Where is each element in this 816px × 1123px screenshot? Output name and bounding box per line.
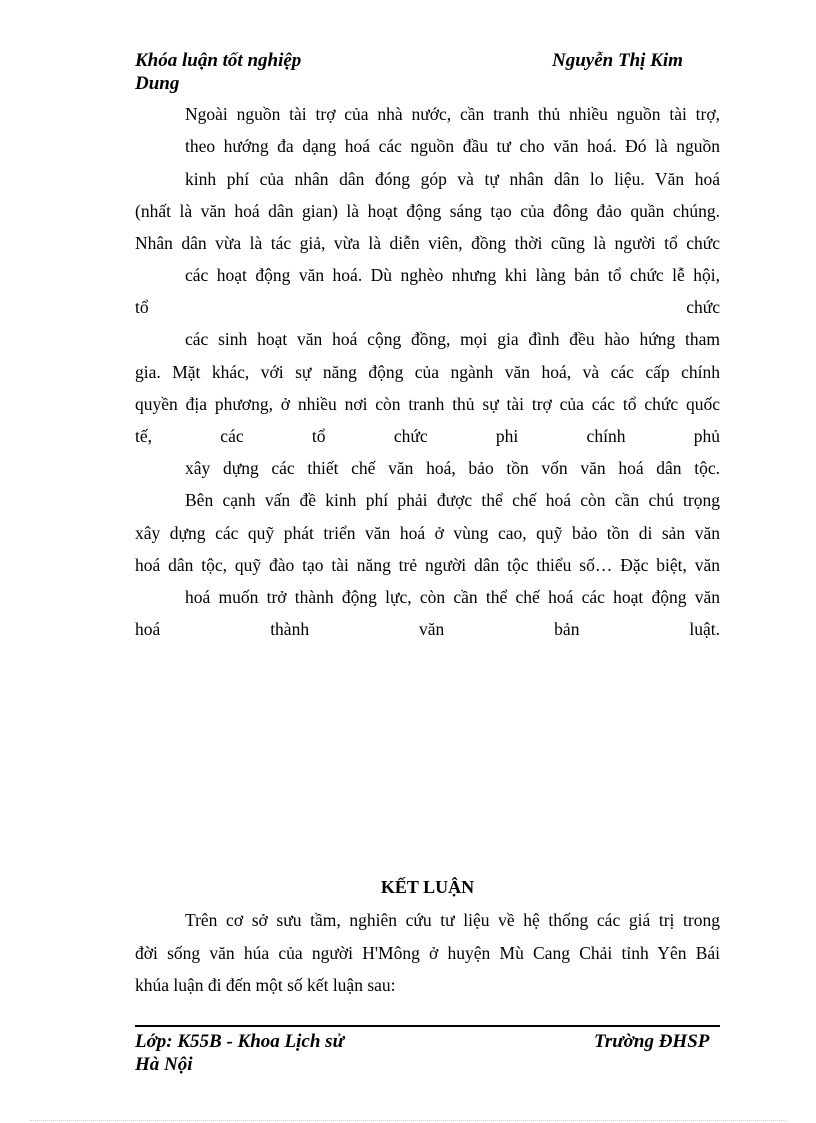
footer-class: Lớp: K55B - Khoa Lịch sử [135, 1031, 344, 1052]
body-line: tế, các tổ chức phi chính phủ [135, 426, 720, 446]
body-line: (nhất là văn hoá dân gian) là hoạt động sáng tạo của đông đảo quần chúng. [135, 201, 720, 221]
body-line: hoá dân tộc, quỹ đào tạo tài năng trẻ người dân tộc thiểu số… Đặc biệt, văn [135, 555, 720, 575]
body-line: các sinh hoạt văn hoá cộng đồng, mọi gia đình đều hào hứng tham [185, 329, 720, 349]
section-heading: KẾT LUẬN [380, 877, 475, 897]
body-line: các hoạt động văn hoá. Dù nghèo nhưng khi làng bản tổ chức lễ hội, [185, 265, 720, 285]
conclusion-line: đời sống văn húa của người H'Mông ở huyện Mù Cang Chải tỉnh Yên Bái [135, 943, 720, 963]
body-line: hoá muốn trở thành động lực, còn cần thể chế hoá các hoạt động văn [185, 587, 720, 607]
body-line: Nhân dân vừa là tác giả, vừa là diễn viên, đồng thời cũng là người tổ chức [135, 233, 720, 253]
footer-school-wrap: Hà Nội [135, 1054, 193, 1075]
body-line: Ngoài nguồn tài trợ của nhà nước, cần tranh thủ nhiều nguồn tài trợ, [185, 104, 720, 124]
body-line: tổ chức [135, 297, 720, 317]
body-line: gia. Mặt khác, với sự năng động của ngành văn hoá, và các cấp chính [135, 362, 720, 382]
body-line: xây dựng các thiết chế văn hoá, bảo tồn vốn văn hoá dân tộc. [185, 458, 720, 478]
body-line: theo hướng đa dạng hoá các nguồn đầu tư cho văn hoá. Đó là nguồn [185, 136, 720, 156]
header-author: Nguyễn Thị Kim [552, 50, 683, 71]
conclusion-line: khúa luận đi đến một số kết luận sau: [135, 975, 396, 995]
page-edge-dotted-line [30, 1120, 786, 1121]
header-author-wrap: Dung [135, 73, 180, 94]
footer-school: Trường ĐHSP [594, 1031, 710, 1052]
body-line: quyền địa phương, ở nhiều nơi còn tranh thủ sự tài trợ của các tổ chức quốc [135, 394, 720, 414]
body-line: hoá thành văn bản luật. [135, 619, 720, 639]
header-title-left: Khóa luận tốt nghiệp [135, 50, 302, 71]
body-line: kinh phí của nhân dân đóng góp và tự nhân dân lo liệu. Văn hoá [185, 169, 720, 189]
conclusion-line: Trên cơ sở sưu tầm, nghiên cứu tư liệu về hệ thống các giá trị trong [185, 910, 720, 930]
body-line: Bên cạnh vấn đề kinh phí phải được thể chế hoá còn cần chú trọng [185, 490, 720, 510]
footer-rule [135, 1025, 720, 1027]
body-line: xây dựng các quỹ phát triển văn hoá ở vùng cao, quỹ bảo tồn di sản văn [135, 523, 720, 543]
